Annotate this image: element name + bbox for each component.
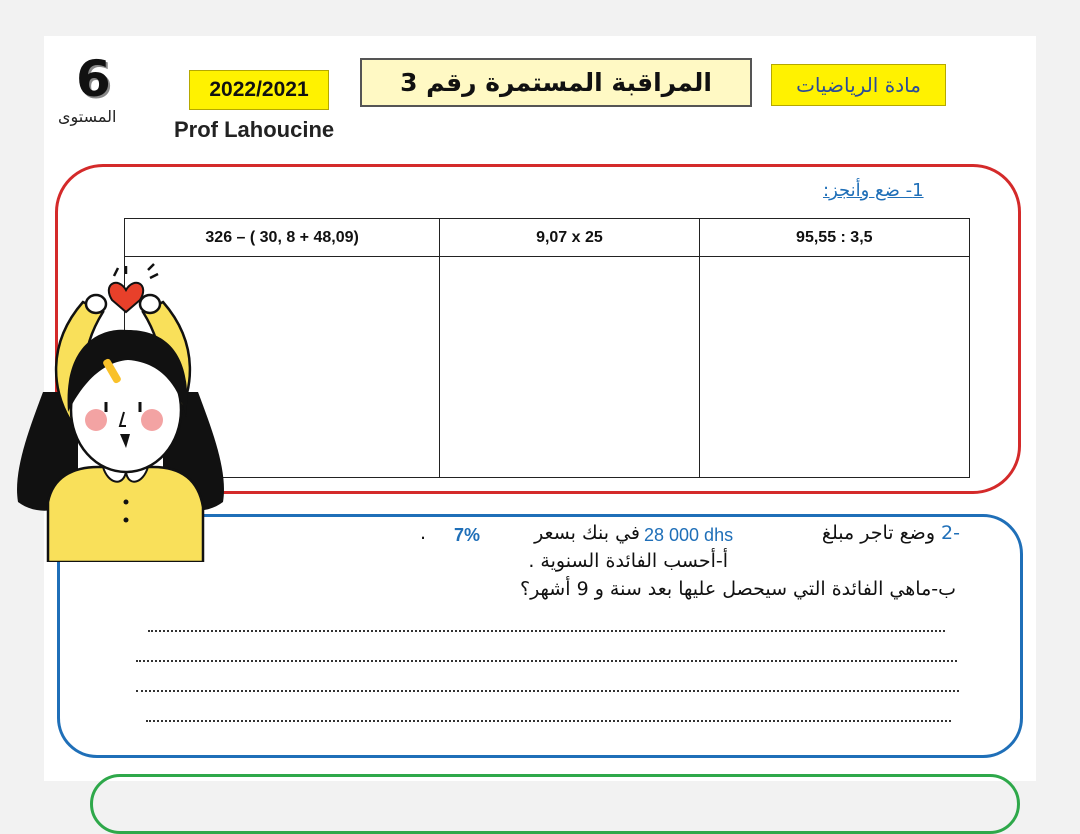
top-strip: [0, 0, 1080, 30]
exercise1-heading: 1- ضع وأنجز:: [823, 180, 924, 201]
teacher-name: Prof Lahoucine: [174, 117, 335, 142]
answer-cell[interactable]: [440, 257, 699, 478]
page-title: المراقبة المستمرة رقم 3: [360, 58, 752, 107]
level-number: 6: [76, 50, 111, 108]
girl-illustration: [8, 262, 238, 562]
exercise2-number: -2: [941, 522, 960, 544]
level-label: المستوى: [58, 107, 117, 126]
exercise2-part-b: ب-ماهي الفائدة التي سيحصل عليها بعد سنة و 9 أشهر؟: [519, 578, 956, 600]
answer-line[interactable]: [146, 720, 951, 722]
school-year-badge: 2022/2021: [189, 70, 329, 110]
rate-value: 7%: [454, 525, 481, 545]
answer-line[interactable]: [148, 630, 945, 632]
bank-text: في بنك بسعر: [534, 522, 640, 544]
operation-cell: 95,55 : 3,5: [699, 219, 969, 257]
sentence-period: .: [420, 522, 427, 544]
answer-cell[interactable]: [699, 257, 969, 478]
exercise2-intro: وضع تاجر مبلغ: [821, 522, 935, 544]
exercise2-line1: [822, 522, 960, 544]
operations-table: [124, 218, 970, 478]
subject-badge: مادة الرياضيات: [771, 64, 946, 106]
operation-cell: 326 – ( 30, 8 + 48,09): [125, 219, 440, 257]
exercise2-part-a: أ-أحسب الفائدة السنوية .: [528, 550, 728, 572]
answer-line[interactable]: [136, 660, 957, 662]
answer-line[interactable]: [136, 690, 959, 692]
amount-value: 28 000 dhs: [644, 525, 734, 545]
exercise3-frame: [90, 774, 1020, 834]
operation-cell: 9,07 x 25: [440, 219, 699, 257]
